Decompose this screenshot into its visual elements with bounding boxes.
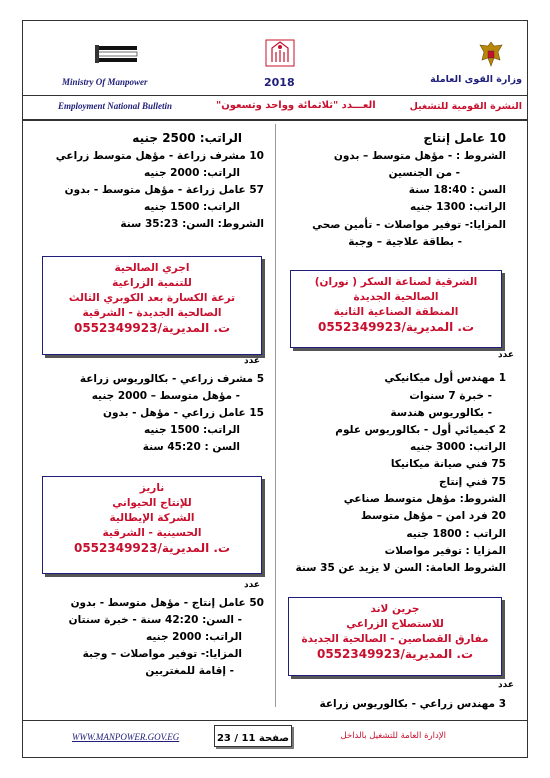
list-item: - بكالوريوس هندسة [390, 407, 492, 419]
company-box-greenland [288, 597, 502, 676]
company-phone: ت. المديرية/0552349923 [317, 320, 475, 334]
ministry-en: Ministry Of Manpower [62, 77, 148, 87]
department-name: الإدارة العامة للتشغيل بالداخل [340, 731, 446, 741]
company-phone: ت. المديرية/0552349923 [73, 541, 231, 555]
header-divider-bottom [22, 119, 528, 121]
bulletin-en: Employment National Bulletin [58, 101, 173, 111]
list-item: - السن: 42:20 سنة - خبرة سنتان [68, 614, 242, 626]
company-name: ناريز [139, 482, 165, 494]
company-activity: للإنتاج الحيواني [112, 497, 192, 509]
list-item: - مؤهل متوسط – 2000 جنيه [91, 390, 240, 402]
company-activity: للتنمية الزراعية [112, 277, 192, 289]
list-item: 75 فني إنتاج [438, 476, 506, 488]
list-item: المزايا:- توفير مواصلات - تأمين صحي [312, 219, 506, 231]
list-item: - من الجنسين [388, 167, 460, 179]
company-box-agri-salhia [42, 256, 262, 355]
website-link[interactable]: WWW.MANPOWER.GOV.EG [72, 732, 180, 742]
list-item: 20 فرد امن – مؤهل متوسط [360, 510, 506, 522]
company-name: الشرقية لصناعة السكر ( نوران) [314, 276, 478, 288]
page-number-text: صفحة 11 / 23 [216, 733, 290, 744]
count-label: عدد [498, 350, 514, 360]
company-area: المنطقة الصناعية الثانية [333, 306, 459, 318]
list-item: الشروط العامة: السن لا يزيد عن 35 سنة [295, 562, 506, 574]
footer-divider [22, 720, 528, 721]
column-divider [275, 124, 276, 707]
list-item: - إقامة للمغتربين [145, 665, 234, 677]
list-item: الشروط: السن: 35:23 سنة [120, 218, 264, 230]
list-item: الشروط : - مؤهل متوسط – بدون [333, 150, 506, 162]
issue-number: العـــدد "ثلاثمائة وواحد وتسعون" [216, 100, 376, 111]
list-item: المزايا : توفير مواصلات [384, 545, 506, 557]
list-item: 5 مشرف زراعي - بكالوريوس زراعة [79, 373, 264, 385]
list-item: 57 عامل زراعة - مؤهل متوسط - بدون [64, 184, 264, 196]
list-item: الراتب: 2000 جنيه [146, 631, 242, 643]
list-item: 2 كيميائي أول - بكالوريوس علوم [335, 424, 506, 436]
company-phone: ت. المديرية/0552349923 [73, 321, 231, 335]
list-item: - بطاقة علاجية – وجبة [348, 236, 462, 248]
list-item: الراتب: 2500 جنيه [132, 131, 242, 145]
list-item: السن : 45:20 سنة [142, 441, 240, 453]
list-item: الراتب : 1800 جنيه [406, 528, 506, 540]
company-name: جرين لاند [370, 603, 420, 615]
list-item: 1 مهندس أول ميكانيكي [384, 372, 506, 384]
list-item: الراتب: 1500 جنيه [144, 201, 240, 213]
year: 2018 [264, 76, 295, 89]
list-item: الراتب: 2000 جنيه [144, 167, 240, 179]
list-item: 10 مشرف زراعة - مؤهل متوسط زراعي [55, 150, 264, 162]
list-item: 10 عامل إنتاج [423, 131, 506, 145]
count-label: عدد [244, 580, 260, 590]
company-location: الصالحية الجديدة - الشرقية [82, 307, 222, 319]
list-item: الراتب: 3000 جنيه [410, 441, 506, 453]
company-box-nariz [42, 476, 262, 574]
count-label: عدد [498, 680, 514, 690]
header-divider [22, 95, 528, 96]
company-location: الصالحية الجديدة [353, 291, 439, 303]
company-owner: الشركة الإيطالية [109, 512, 195, 524]
company-address: ترعة الكسارة بعد الكوبري الثالث [68, 292, 236, 304]
bulletin-ar: النشرة القومية للتشغيل [409, 101, 522, 112]
eagle-emblem-icon [478, 40, 504, 68]
list-item: المزايا:- توفير مواصلات – وجبة [82, 648, 242, 660]
company-location: الحسينية - الشرقية [102, 527, 202, 539]
list-item: الراتب: 1500 جنيه [144, 424, 240, 436]
flag-logo [95, 44, 141, 64]
count-label: عدد [244, 356, 260, 366]
page-number [214, 725, 292, 747]
ministry-emblem-icon [262, 38, 298, 68]
company-name: اجري الصالحية [114, 262, 190, 274]
list-item: 50 عامل إنتاج - مؤهل متوسط - بدون [70, 597, 264, 609]
list-item: الراتب: 1300 جنيه [410, 201, 506, 213]
company-box-nouran [290, 270, 502, 348]
company-location: مفارق القصاصين - الصالحية الجديدة [301, 633, 489, 645]
list-item: الشروط: مؤهل متوسط صناعي [343, 493, 506, 505]
ministry-ar: وزارة القوى العاملة [430, 74, 522, 85]
list-item: 15 عامل زراعي - مؤهل - بدون [103, 407, 264, 419]
list-item: - خبرة 7 سنوات [409, 390, 492, 402]
company-activity: للاستصلاح الزراعي [346, 618, 444, 630]
company-phone: ت. المديرية/0552349923 [316, 647, 474, 661]
list-item: 3 مهندس زراعي - بكالوريوس زراعة [319, 698, 506, 710]
list-item: السن : 18:40 سنة [408, 184, 506, 196]
list-item: 75 فني صيانة ميكانيكا [390, 458, 506, 470]
